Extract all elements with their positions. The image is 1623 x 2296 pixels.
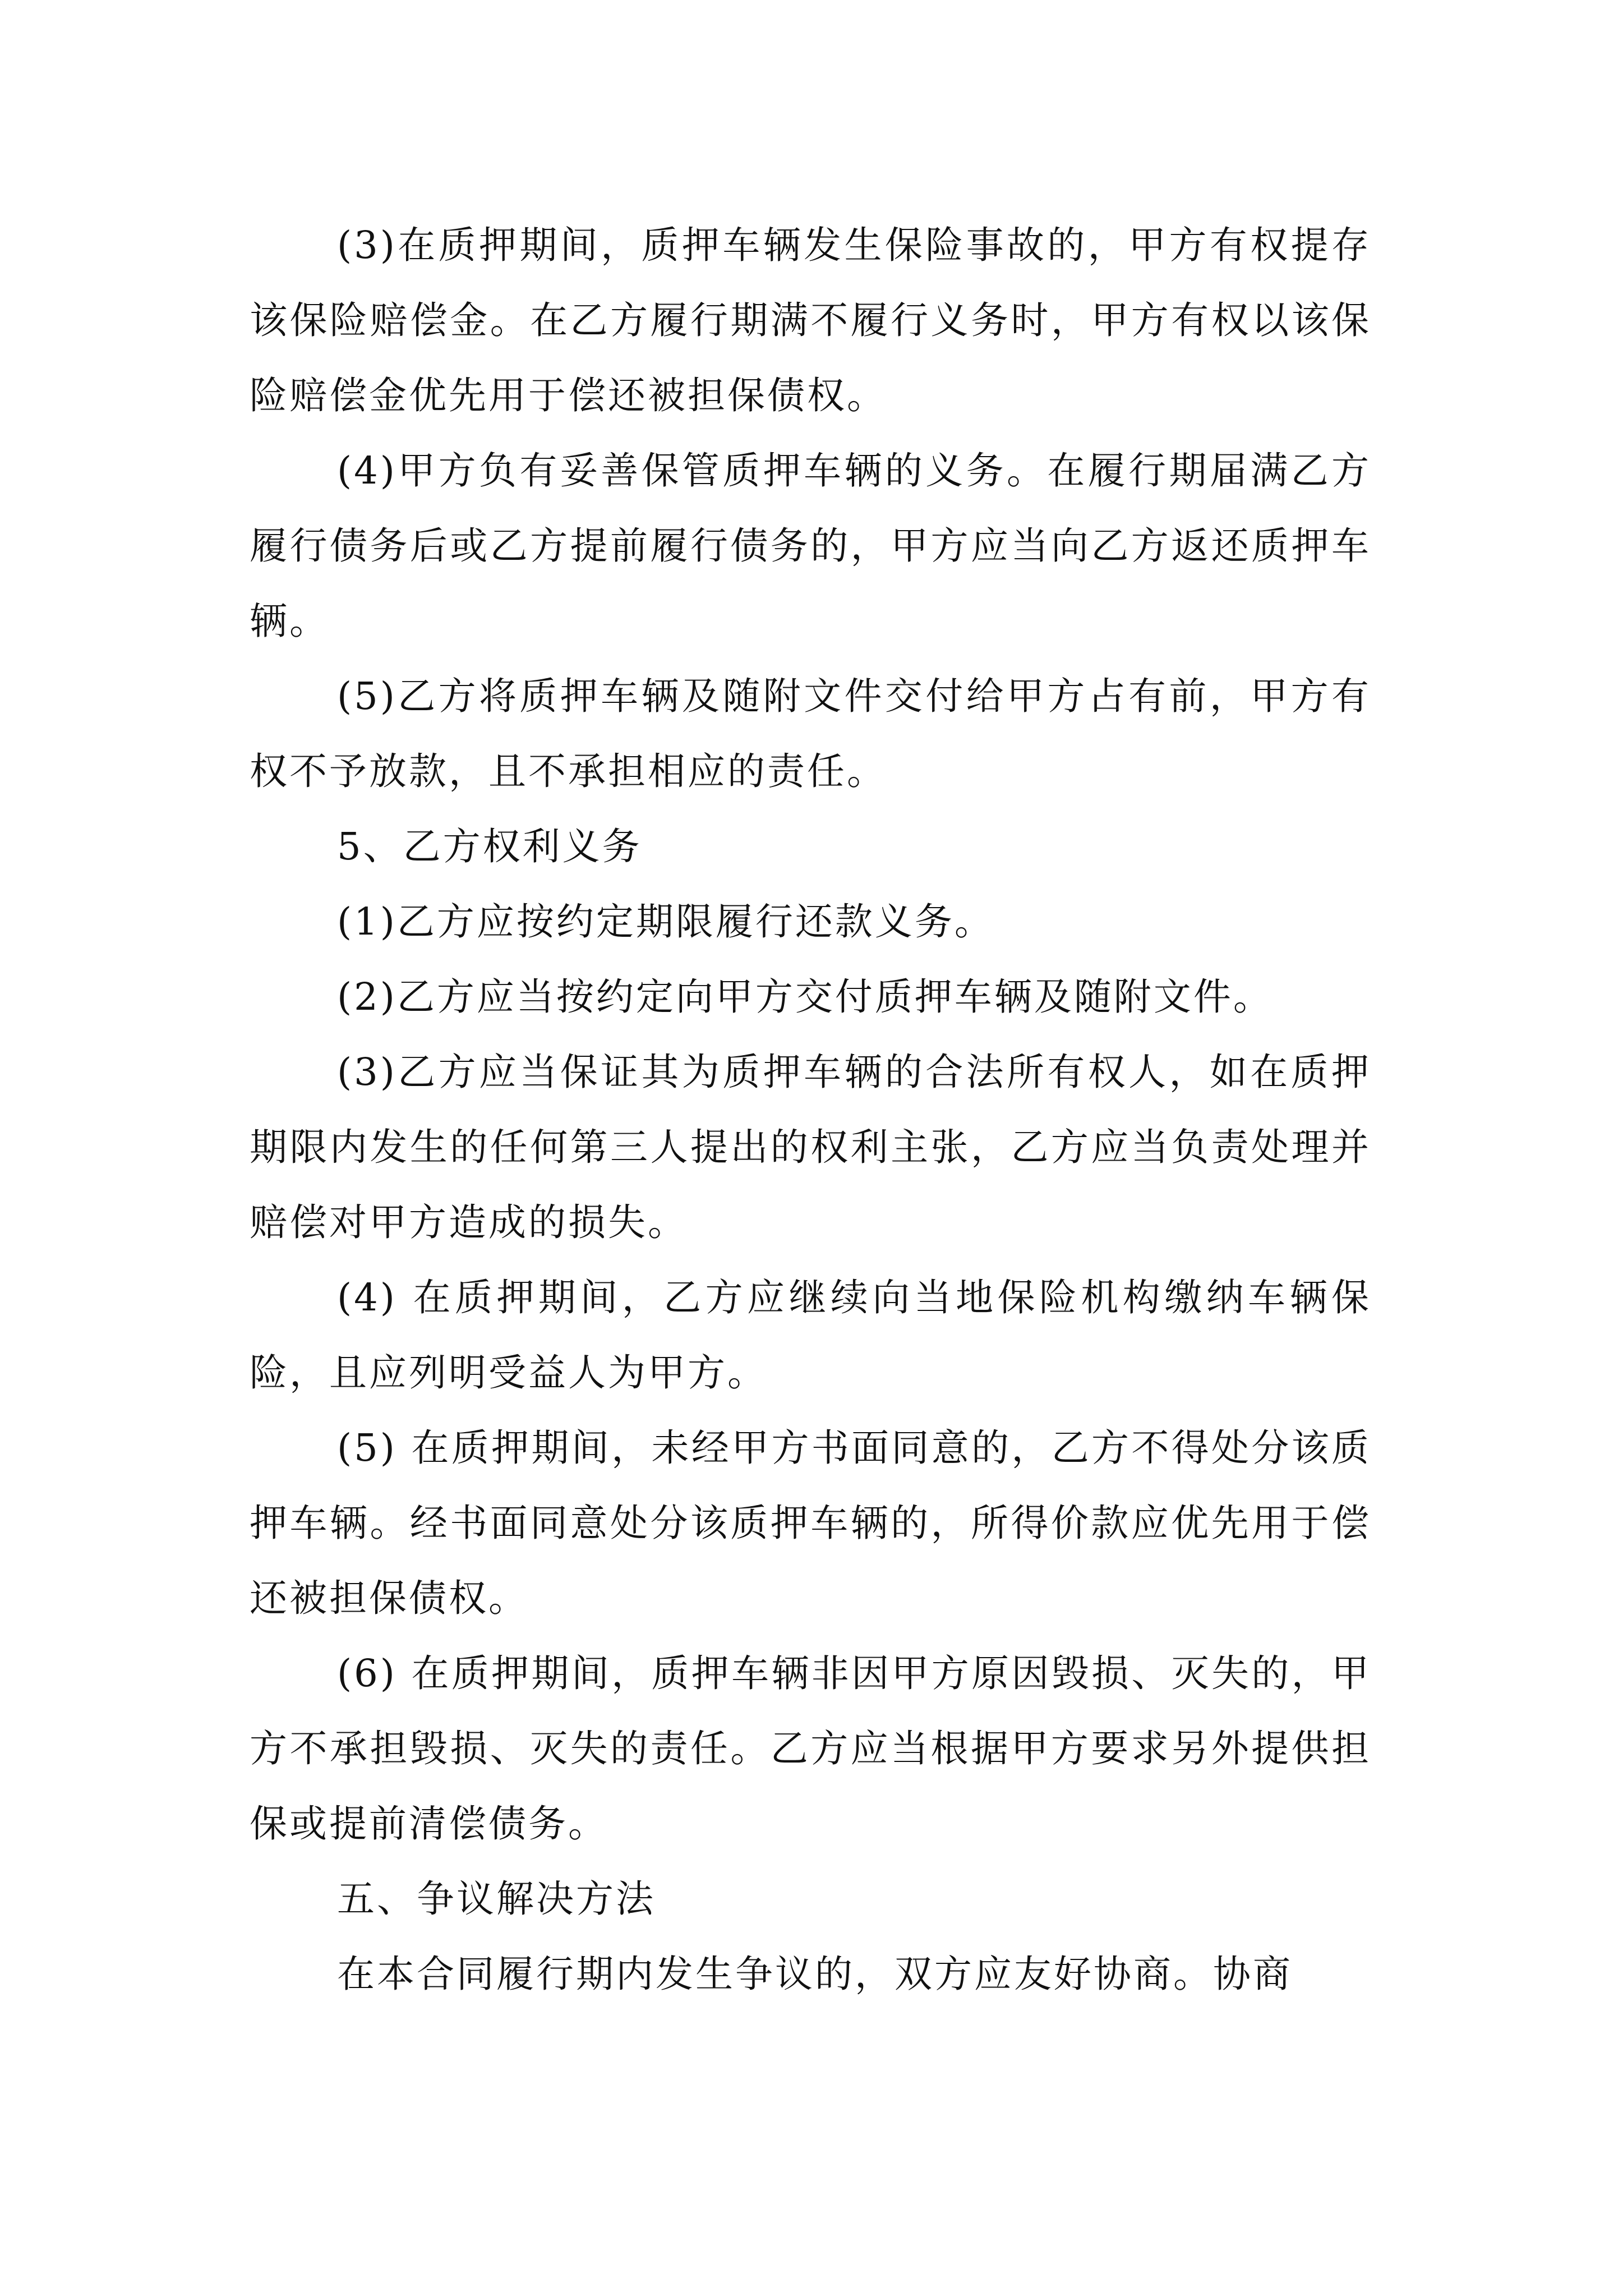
section-heading-party-b-rights: 5、乙方权利义务	[337, 825, 642, 868]
paragraph-clause-b-5: (5) 在质押期间，未经甲方书面同意的，乙方不得处分该质押车辆。经书面同意处分该质押车辆的，所得价款应优先用于偿还被担保债权。	[250, 1426, 1371, 1620]
paragraph-clause-b-1: (1)乙方应按约定期限履行还款义务。	[337, 900, 994, 944]
paragraph-clause-a-3: (3)在质押期间，质押车辆发生保险事故的，甲方有权提存该保险赔偿金。在乙方履行期满不履行义务时，甲方有权以该保险赔偿金优先用于偿还被担保债权。	[250, 223, 1371, 417]
document-body	[250, 208, 1371, 2012]
paragraph-clause-a-5: (5)乙方将质押车辆及随附文件交付给甲方占有前，甲方有权不予放款，且不承担相应的责任。	[250, 674, 1371, 793]
paragraph-dispute-resolution: 在本合同履行期内发生争议的，双方应友好协商。协商	[337, 1952, 1293, 1996]
paragraph-clause-b-2: (2)乙方应当按约定向甲方交付质押车辆及随附文件。	[337, 975, 1273, 1019]
paragraph-clause-b-6: (6) 在质押期间，质押车辆非因甲方原因毁损、灭失的，甲方不承担毁损、灭失的责任。乙方应当根据甲方要求另外提供担保或提前清偿债务。	[250, 1651, 1371, 1846]
paragraph-clause-b-3: (3)乙方应当保证其为质押车辆的合法所有权人，如在质押期限内发生的任何第三人提出的权利主张，乙方应当负责处理并赔偿对甲方造成的损失。	[250, 1050, 1371, 1244]
paragraph-clause-a-4: (4)甲方负有妥善保管质押车辆的义务。在履行期届满乙方履行债务后或乙方提前履行债务的，甲方应当向乙方返还质押车辆。	[250, 449, 1371, 643]
paragraph-clause-b-4: (4) 在质押期间，乙方应继续向当地保险机构缴纳车辆保险，且应列明受益人为甲方。	[250, 1276, 1371, 1395]
section-heading-dispute-resolution: 五、争议解决方法	[337, 1877, 656, 1921]
